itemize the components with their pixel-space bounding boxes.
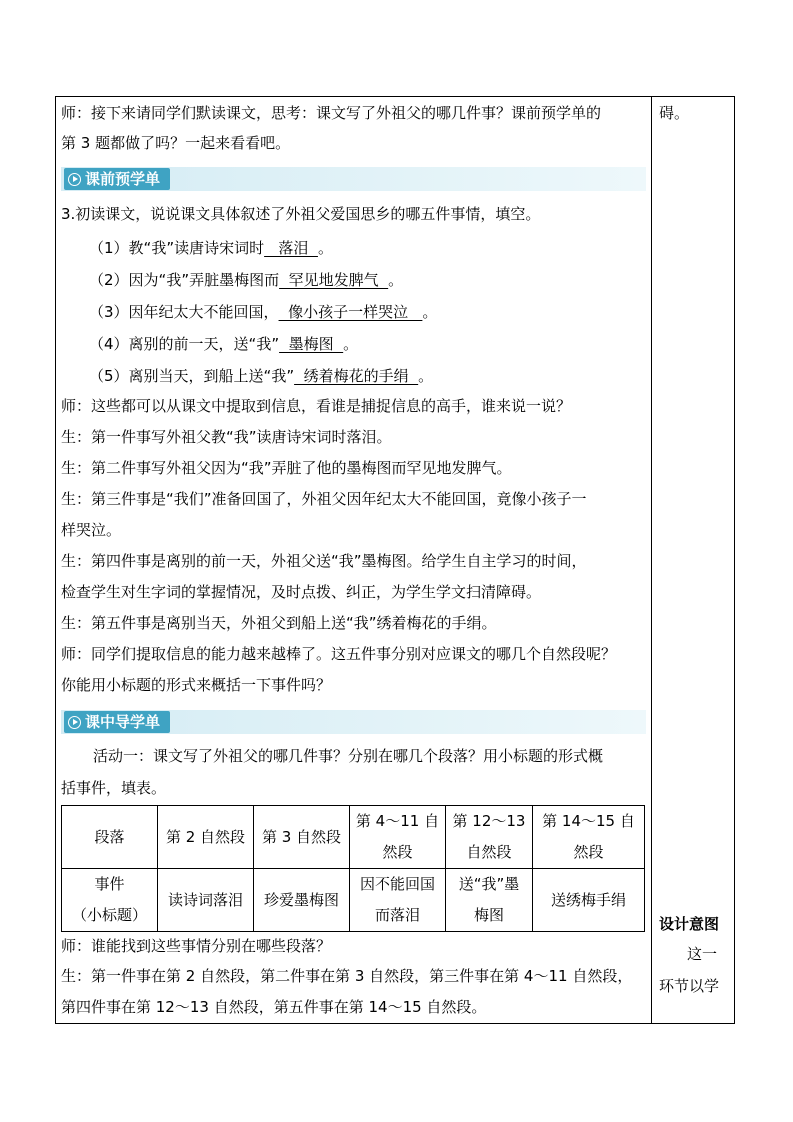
play-circle-icon xyxy=(68,173,81,186)
dialogue-line: 生：第二件事写外祖父因为“我”弄脏了他的墨梅图而罕见地发脾气。 xyxy=(61,459,512,477)
fill-item-suffix: 。 xyxy=(422,303,438,321)
table-cell: 第 12～13 自然段 xyxy=(446,806,533,869)
dialogue-line: 生：第五件事是离别当天，外祖父到船上送“我”绣着梅花的手绢。 xyxy=(61,614,497,632)
dialogue-line: 师：接下来请同学们默读课文，思考：课文写了外祖父的哪几件事？课前预学单的 xyxy=(61,104,602,122)
dialogue-line: 样哭泣。 xyxy=(61,521,122,539)
events-table xyxy=(61,805,645,932)
table-cell: 第 2 自然段 xyxy=(158,806,254,869)
closing-line: 师：谁能找到这些事情分别在哪些段落？ xyxy=(61,937,332,955)
table-cell: 送“我”墨 梅图 xyxy=(446,869,533,932)
dialogue-line: 你能用小标题的形式来概括一下事件吗？ xyxy=(61,676,332,694)
table-cell: 第 14～15 自 然段 xyxy=(533,806,645,869)
activity-line: 括事件，填表。 xyxy=(61,779,167,797)
side-note: 环节以学 xyxy=(659,977,720,995)
fill-item-suffix: 。 xyxy=(343,335,359,353)
table-cell: 读诗词落泪 xyxy=(158,869,254,932)
closing-line: 第四件事在第 12～13 自然段，第五件事在第 14～15 自然段。 xyxy=(61,998,487,1016)
dialogue-line: 第 3 题都做了吗？一起来看看吧。 xyxy=(61,134,291,152)
fill-item-prefix: （3）因年纪太大不能回国， xyxy=(89,303,279,321)
table-cell: 珍爱墨梅图 xyxy=(254,869,350,932)
table-row xyxy=(62,869,645,932)
activity-line: 活动一：课文写了外祖父的哪几件事？分别在哪几个段落？用小标题的形式概 xyxy=(93,747,604,765)
dialogue-line: 师：同学们提取信息的能力越来越棒了。这五件事分别对应课文的哪几个自然段呢？ xyxy=(61,645,617,663)
table-cell: 段落 xyxy=(62,806,158,869)
fill-item-answer: 像小孩子一样哭泣 xyxy=(278,303,423,321)
banner-label: 课前预学单 xyxy=(85,170,161,188)
fill-item-prefix: （5）离别当天，到船上送“我” xyxy=(89,367,295,385)
fill-item-prefix: （2）因为“我”弄脏墨梅图而 xyxy=(89,271,280,289)
fill-item-answer: 落泪 xyxy=(264,239,318,257)
table-row xyxy=(62,806,645,869)
question-prompt: 3.初读课文，说说课文具体叙述了外祖父爱国思乡的哪五件事情，填空。 xyxy=(61,205,541,223)
pre-study-banner xyxy=(61,167,646,191)
dialogue-line: 生：第一件事写外祖父教“我”读唐诗宋词时落泪。 xyxy=(61,428,392,446)
banner-tag xyxy=(64,711,170,733)
dialogue-line: 生：第三件事是“我们”准备回国了，外祖父因年纪太大不能回国，竟像小孩子一 xyxy=(61,490,587,508)
fill-item-suffix: 。 xyxy=(388,271,404,289)
fill-item-suffix: 。 xyxy=(317,239,333,257)
table-cell: 事件 （小标题） xyxy=(62,869,158,932)
fill-item xyxy=(89,237,333,259)
lesson-table xyxy=(55,96,735,1024)
column-divider xyxy=(651,97,652,1023)
fill-item-answer: 墨梅图 xyxy=(279,335,344,353)
side-note: 这一 xyxy=(687,945,718,963)
notes-column xyxy=(657,97,731,1023)
fill-item-prefix: （4）离别的前一天，送“我” xyxy=(89,335,280,353)
dialogue-line: 师：这些都可以从课文中提取到信息，看谁是捕捉信息的高手，谁来说一说？ xyxy=(61,397,572,415)
side-note: 碍。 xyxy=(659,104,690,122)
in-class-banner xyxy=(61,710,646,734)
fill-item xyxy=(89,333,358,355)
table-cell: 第 4～11 自 然段 xyxy=(350,806,446,869)
dialogue-line: 生：第四件事是离别的前一天，外祖父送“我”墨梅图。给学生自主学习的时间， xyxy=(61,552,587,570)
banner-tag xyxy=(64,168,170,190)
fill-item xyxy=(89,365,433,387)
fill-item-answer: 绣着梅花的手绢 xyxy=(294,367,419,385)
fill-item xyxy=(89,301,437,323)
dialogue-line: 检查学生对生字词的掌握情况，及时点拨、纠正，为学生学文扫清障碍。 xyxy=(61,583,542,601)
table-cell: 因不能回国 而落泪 xyxy=(350,869,446,932)
fill-item-prefix: （1）教“我”读唐诗宋词时 xyxy=(89,239,265,257)
table-cell: 第 3 自然段 xyxy=(254,806,350,869)
design-intent-heading: 设计意图 xyxy=(659,915,720,933)
table-cell: 送绣梅手绢 xyxy=(533,869,645,932)
fill-item xyxy=(89,269,403,291)
closing-line: 生：第一件事在第 2 自然段，第二件事在第 3 自然段，第三件事在第 4～11 自然段， xyxy=(61,967,633,985)
fill-item-answer: 罕见地发脾气 xyxy=(279,271,389,289)
play-circle-icon xyxy=(68,716,81,729)
fill-item-suffix: 。 xyxy=(418,367,434,385)
banner-label: 课中导学单 xyxy=(85,713,161,731)
